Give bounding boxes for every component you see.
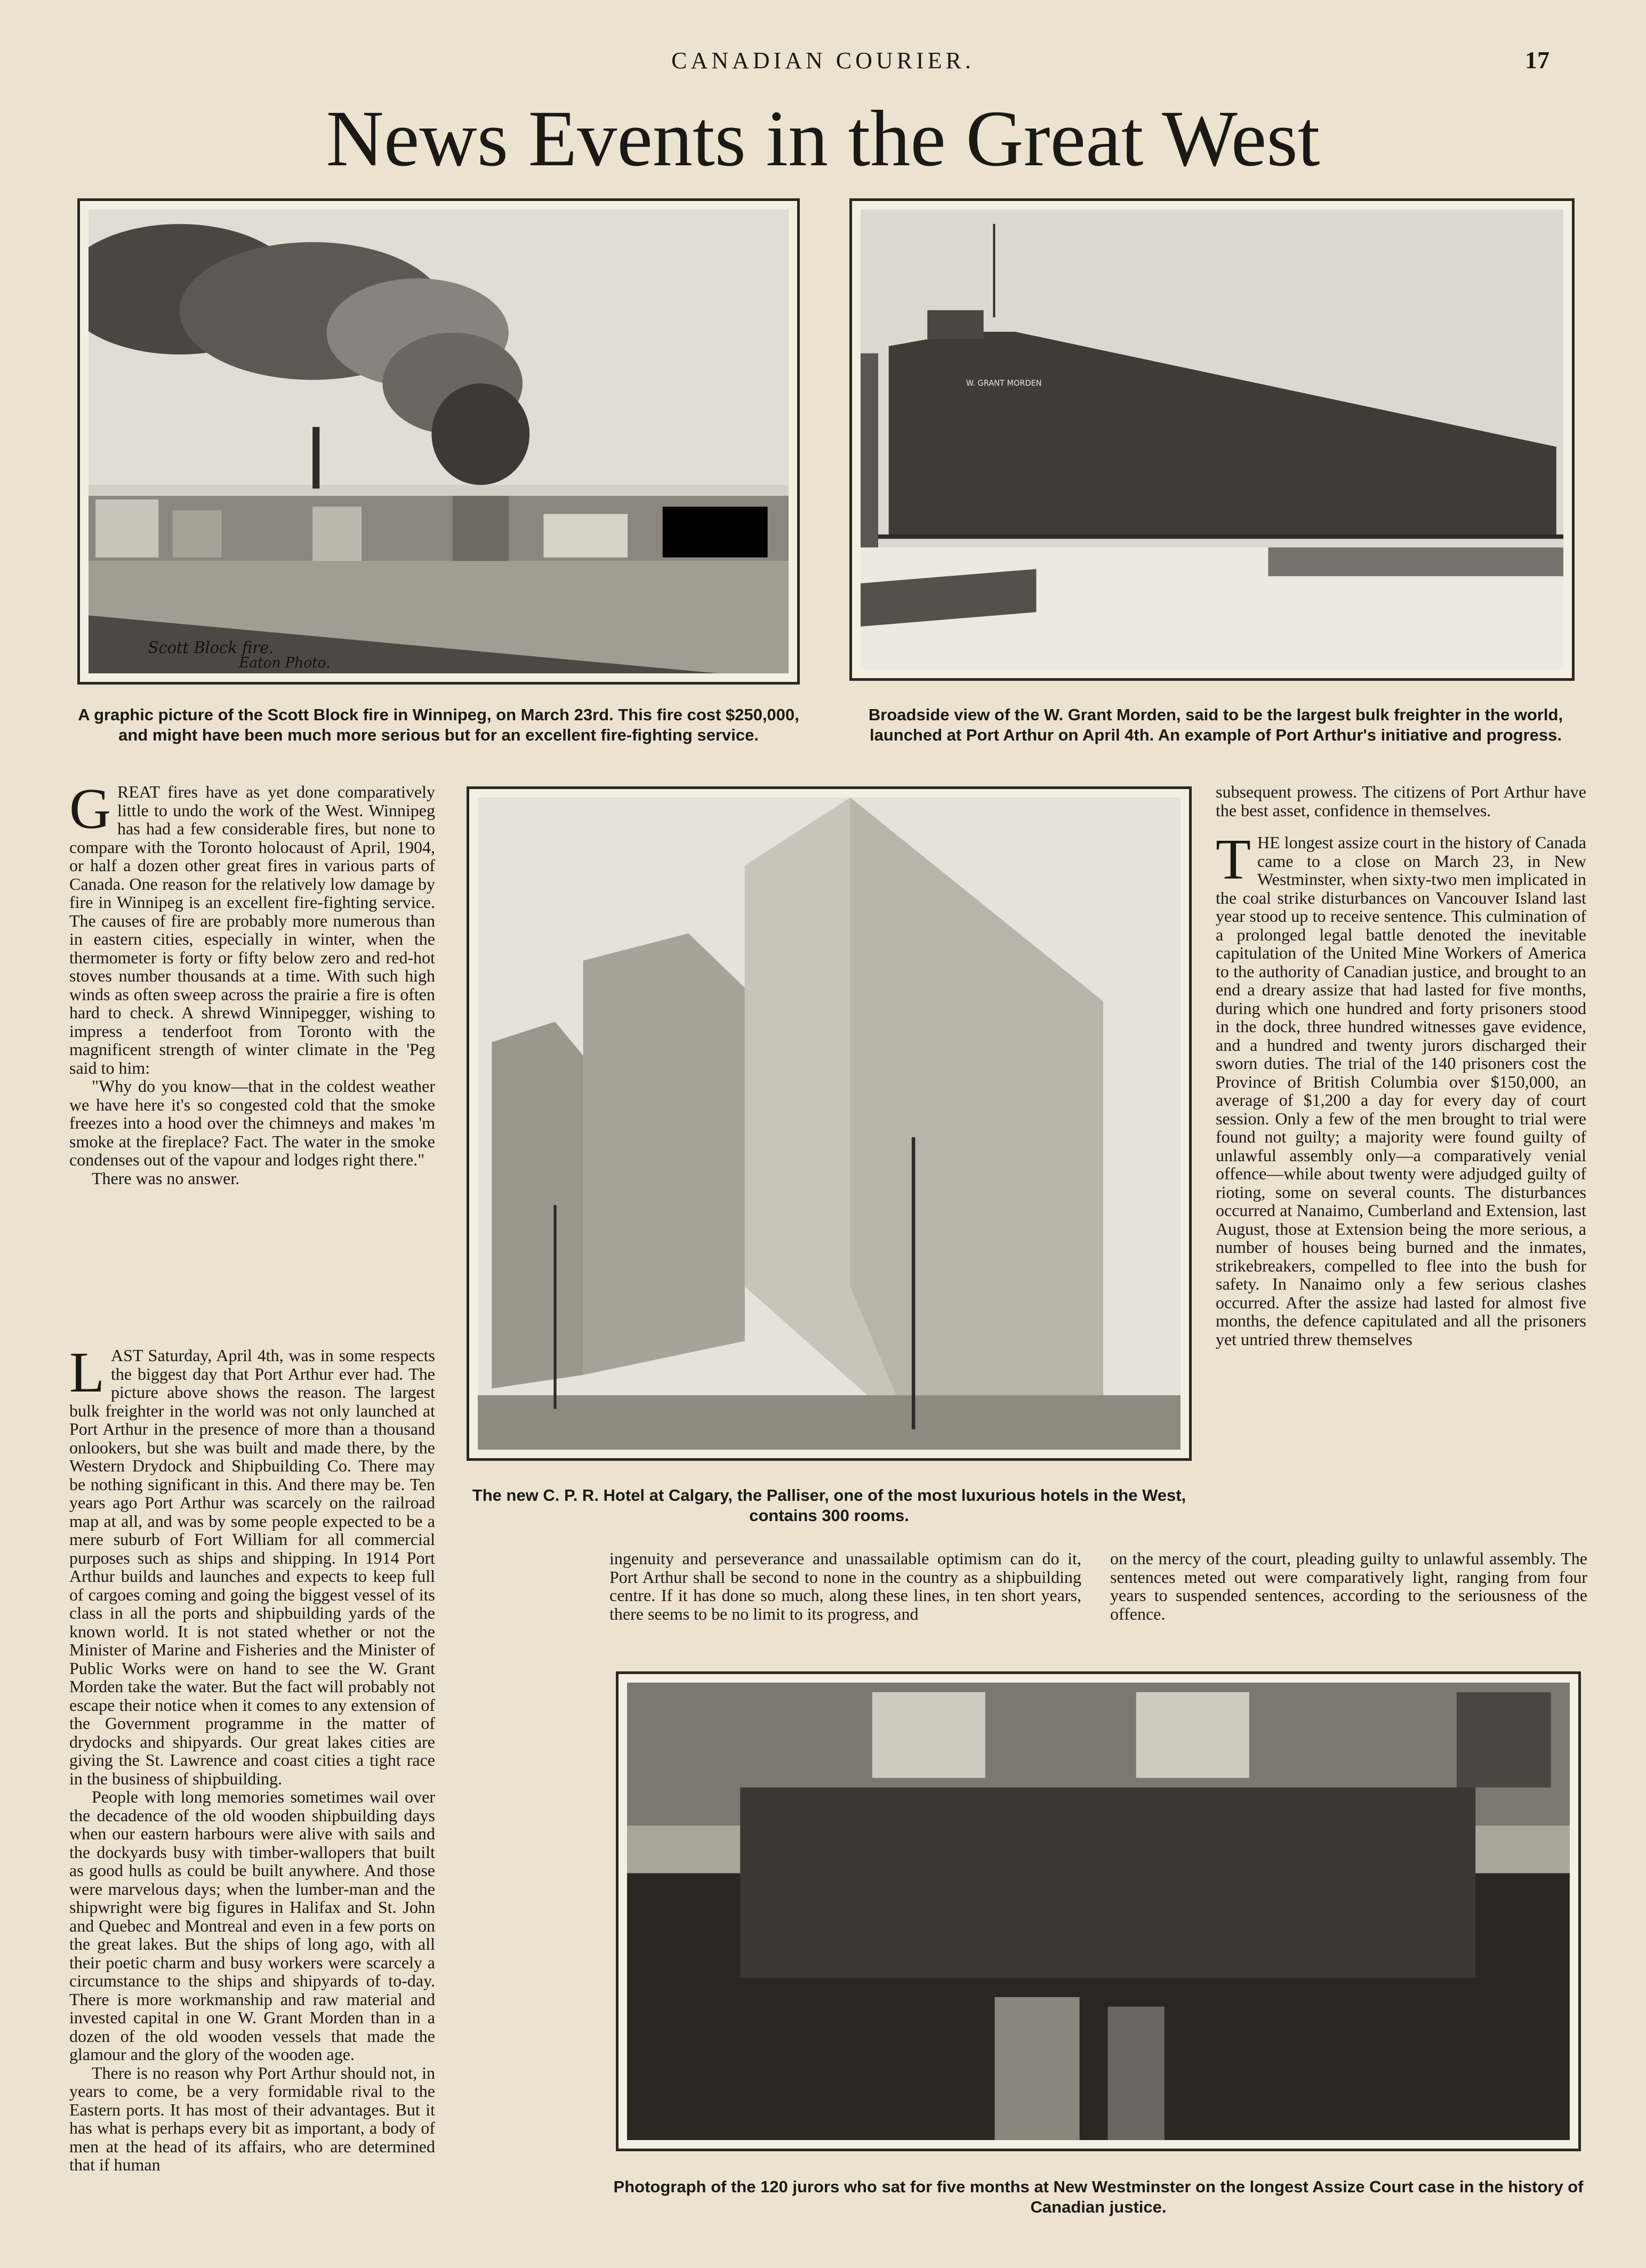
article-port-arthur-dropcap: L — [69, 1341, 105, 1404]
ship-photo — [861, 210, 1563, 670]
article-fires-p3: There was no answer. — [92, 1168, 240, 1188]
headline: News Events in the Great West — [326, 94, 1320, 183]
fire-caption: A graphic picture of the Scott Block fire in Winnipeg, on March 23rd. This fire cost $250,000, and might have been much more serious but for an excellent fire-fighting service. — [78, 705, 799, 744]
article-port-arthur-p5: subsequent prowess. The citizens of Port Arthur have the best asset, confidence in themselves. — [1216, 782, 1586, 820]
fire-photo-handwriting-2: Eaton Photo. — [239, 654, 331, 672]
article-fires-p1: REAT fires have as yet done comparatively little to undo the work of the West. Winnipeg has had a few considerable fires, but none to compare with the Toronto holocaust of April, 1904, or half a dozen other great fires in various parts of Canada. One reason for the relatively low damage by fire in Winnipeg is an excellent fire-fighting service. The causes of fire are probably more numerous than in eastern cities, especially in winter, when the thermometer is forty or fifty below zero and red-hot stoves number thousands at a time. With such high winds as often sweep across the prairie a fire is often hard to check. A shrewd Winnipegger, wishing to impress a tenderfoot from Toronto with the magnificent strength of winter climate in the 'Peg said to him: — [69, 782, 435, 1077]
article-assize-continued — [1110, 1549, 1587, 1623]
ship-photo-frame — [849, 198, 1575, 681]
hotel-caption: The new C. P. R. Hotel at Calgary, the Palliser, one of the most luxurious hotels in the West, contains 300 rooms. — [472, 1486, 1186, 1525]
article-port-arthur-p1: AST Saturday, April 4th, was in some respects the biggest day that Port Arthur ever had. The picture above shows the reason. The largest bulk freighter in the world was not only launched at Port Arthur in the presence of more than a thousand onlookers, but she was built and made there, by the Western Drydock and Shipbuilding Co. There may be nothing significant in this. And there may be. Ten years ago Port Arthur was scarcely on the railroad map at all, and was by some people expected to be a mere suburb of Fort William for all commercial purposes such as ships and shipping. In 1914 Port Arthur builds and launches and expects to keep full of cargoes coming and going the biggest vessel of its class in all the ports and shipbuilding yards of the known world. It is not stated whether or not the Minister of Marine and Fisheries and the Minister of Public Works were on hand to see the W. Grant Morden take the water. But the fact will probably not escape their notice when it comes to any extension of the Government programme in the matter of drydocks and shipyards. Our great lakes cities are giving the St. Lawrence and coast cities a tight race in the business of shipbuilding. — [69, 1346, 435, 1788]
page-number: 17 — [1525, 46, 1549, 74]
jurors-caption: Photograph of the 120 jurors who sat for five months at New Westminster on the longest Assize Court case in the history of Canadian justice. — [613, 2177, 1584, 2216]
fire-photo-handwriting-1: Scott Block fire. — [148, 638, 274, 657]
ship-caption: Broadside view of the W. Grant Morden, said to be the largest bulk freighter in the world, launched at Port Arthur on April 4th. An example of Port Arthur's initiative and progress. — [868, 705, 1563, 744]
article-fires — [69, 777, 435, 1188]
fire-photo-frame — [77, 198, 800, 685]
hotel-photo — [478, 798, 1181, 1450]
article-port-arthur-p2: People with long memories sometimes wail over the decadence of the old wooden shipbuilding days when our eastern harbours were alive with sails and the dockyards busy with timber-wallopers that built as good hulls as could be built anywhere. And those were marvelous days; when the lumber-man and the shipwright were big figures in Halifax and St. John and Quebec and Montreal and even in a few ports on the great lakes. But the ships of long ago, with all their poetic charm and busy workers were scarcely a circumstance to the ships and shipyards of to-day. There is more workmanship and raw material and invested capital in one W. Grant Morden than in a dozen of the old wooden vessels that made the glamour and the glory of the wooden age. — [69, 1787, 435, 2064]
running-head: CANADIAN COURIER. — [671, 47, 975, 74]
article-port-arthur-p3: There is no reason why Port Arthur should not, in years to come, be a very formidable rival to the Eastern ports. It has most of their advantages. But it has what is perhaps every bit as important, a body of men at the head of its affairs, who are determined that if human — [69, 2063, 435, 2174]
article-assize-p1: HE longest assize court in the history of Canada came to a close on March 23, in New Westminster, when sixty-two men implicated in the coal strike disturbances on Vancouver Island last year stood up to receive sentence. This culmination of a prolonged legal battle denoted the inevitable capitulation of the United Mine Workers of America to the authority of Canadian justice, and brought to an end a dreary assize that had lasted for five months, during which one hundred and forty prisoners stood in the dock, three hundred witnesses gave evidence, and a hundred and twenty jurors discharged their sworn duties. The trial of the 140 prisoners cost the Province of British Columbia over $150,000, an average of $1,200 a day for every day of court session. Only a few of the men brought to trial were found not guilty; a majority were found guilty of unlawful assembly only—a comparatively venial offence—while about twenty were adjudged guilty of rioting, some on several counts. The disturbances occurred at Nanaimo, Cumberland and Extension, last August, those at Extension being the more serious, a number of houses being burned and the inmates, strikebreakers, compelled to flee into the bush for safety. In Nanaimo only a few serious clashes occurred. After the assize had lasted for almost five months, the defence capitulated and all the prisoners yet untried threw themselves — [1216, 833, 1586, 1349]
ship-hull-name: W. GRANT MORDEN — [966, 379, 1042, 388]
hotel-photo-frame — [467, 786, 1192, 1461]
jurors-photo — [627, 1683, 1570, 2140]
article-fires-dropcap: G — [69, 777, 111, 841]
article-assize-dropcap: T — [1216, 828, 1251, 891]
article-fires-p2: "Why do you know—that in the coldest weather we have here it's so congested cold that the smoke freezes into a hood over the chimneys and makes 'm smoke at the fireplace? Fact. The water in the smoke condenses out of the vapour and lodges right there." — [69, 1076, 435, 1169]
jurors-photo-frame — [616, 1671, 1581, 2151]
fire-photo — [89, 210, 789, 673]
article-port-arthur — [69, 1341, 435, 2174]
article-right-column — [1216, 783, 1586, 1348]
article-port-arthur-p4: ingenuity and perseverance and unassailable optimism can do it, Port Arthur shall be second to none in the country as a shipbuilding centre. If it has done so much, along these lines, in ten short years, there seems to be no limit to its progress, and — [609, 1549, 1081, 1623]
article-port-arthur-continued — [609, 1549, 1081, 1623]
article-assize-p2: on the mercy of the court, pleading guilty to unlawful assembly. The sentences meted out were comparatively light, ranging from four years to suspended sentences, according to the seriousness of the offence. — [1110, 1549, 1587, 1623]
